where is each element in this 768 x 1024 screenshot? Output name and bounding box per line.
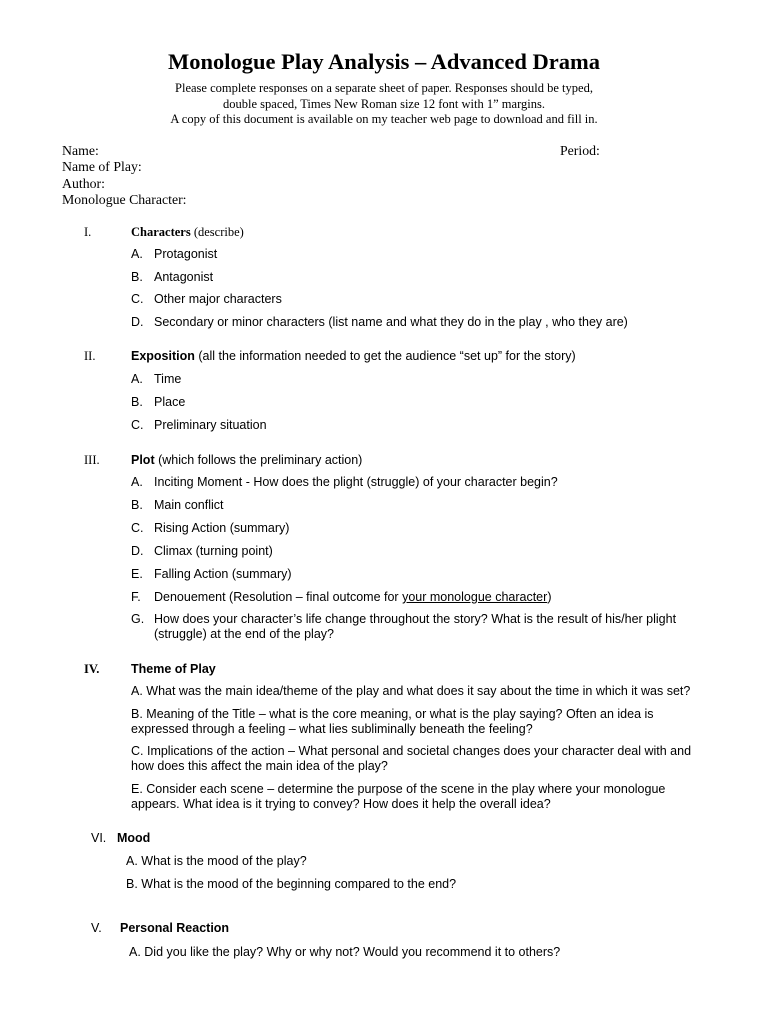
list-letter: A. bbox=[131, 372, 143, 386]
list-letter: A. bbox=[131, 475, 143, 489]
underlined-text: your monologue character bbox=[402, 590, 548, 604]
list-item bbox=[131, 372, 181, 387]
list-item bbox=[131, 544, 273, 559]
list-item bbox=[131, 567, 292, 582]
list-item bbox=[131, 498, 223, 513]
list-letter: C. bbox=[131, 292, 144, 306]
section-title: Personal Reaction bbox=[120, 921, 230, 935]
list-letter: C. bbox=[131, 418, 144, 432]
section-numeral: IV. bbox=[84, 662, 100, 676]
list-item bbox=[131, 475, 558, 490]
list-letter: C. bbox=[131, 521, 144, 535]
instruction-line: A copy of this document is available on my teacher web page to download and fill in. bbox=[170, 112, 598, 126]
section-numeral: I. bbox=[84, 225, 92, 239]
instruction-line: double spaced, Times New Roman size 12 font with 1” margins. bbox=[223, 96, 545, 111]
list-letter: B. bbox=[131, 270, 143, 284]
paragraph-line: expressed through a feeling – what lies subliminally beneath the feeling? bbox=[131, 722, 533, 736]
section-title: Exposition bbox=[131, 349, 195, 363]
list-item-text: Time bbox=[154, 372, 182, 386]
section-title: Theme of Play bbox=[131, 662, 216, 676]
mood-question: B. What is the mood of the beginning compared to the end? bbox=[126, 877, 457, 891]
list-item-text: Climax (turning point) bbox=[154, 544, 273, 558]
list-item bbox=[131, 270, 213, 285]
section-title: Plot bbox=[131, 453, 155, 467]
list-item bbox=[131, 395, 185, 410]
list-item-text-end: ) bbox=[547, 590, 552, 604]
section-title: Characters bbox=[131, 225, 191, 239]
text-line: (struggle) at the end of the play? bbox=[154, 627, 334, 641]
mood-question: A. What is the mood of the play? bbox=[126, 854, 307, 868]
list-item bbox=[131, 418, 267, 433]
section-heading bbox=[131, 225, 244, 240]
section-note: (describe) bbox=[193, 225, 244, 239]
paragraph-line: B. Meaning of the Title – what is the core meaning, or what is the play saying? Often an idea is bbox=[131, 707, 654, 721]
list-letter: B. bbox=[131, 395, 143, 409]
paragraph-line: how does this affect the main idea of the play? bbox=[131, 759, 388, 773]
author-label: Author: bbox=[62, 175, 105, 191]
list-item bbox=[131, 521, 289, 536]
list-item bbox=[131, 612, 676, 642]
paragraph-line: A. What was the main idea/theme of the play and what does it say about the time in which it was set? bbox=[131, 684, 691, 698]
list-item-text: Secondary or minor characters (list name and what they do in the play , who they are) bbox=[154, 315, 628, 329]
period-label: Period: bbox=[560, 143, 600, 158]
list-letter: E. bbox=[131, 567, 143, 581]
paragraph-line: C. Implications of the action – What personal and societal changes does your character deal with and bbox=[131, 744, 692, 758]
instructions bbox=[0, 81, 768, 128]
play-name-label: Name of Play: bbox=[62, 159, 142, 175]
theme-question bbox=[131, 744, 691, 774]
list-item bbox=[131, 590, 551, 605]
list-item-text: Main conflict bbox=[154, 498, 224, 512]
list-letter: D. bbox=[131, 544, 144, 558]
list-letter: A. bbox=[131, 247, 143, 261]
list-item bbox=[131, 247, 217, 262]
list-letter: B. bbox=[131, 498, 143, 512]
list-item-text: Protagonist bbox=[154, 247, 218, 261]
list-item-text: Preliminary situation bbox=[154, 418, 267, 432]
list-item-text: Antagonist bbox=[154, 270, 214, 284]
list-item-text: Place bbox=[154, 395, 186, 409]
list-letter: G. bbox=[131, 612, 145, 626]
instruction-line: Please complete responses on a separate sheet of paper. Responses should be typed, bbox=[175, 81, 593, 95]
section-numeral: III. bbox=[84, 453, 100, 467]
list-item-text bbox=[154, 612, 676, 642]
monologue-character-label: Monologue Character: bbox=[62, 191, 187, 207]
list-letter: F. bbox=[131, 590, 141, 604]
reaction-question: A. Did you like the play? Why or why not? Would you recommend it to others? bbox=[129, 945, 561, 959]
list-item-text: Inciting Moment - How does the plight (struggle) of your character begin? bbox=[154, 475, 558, 489]
document-title: Monologue Play Analysis – Advanced Drama bbox=[168, 49, 600, 74]
list-item-text: Other major characters bbox=[154, 292, 282, 306]
section-heading bbox=[131, 453, 362, 468]
list-item-text: Falling Action (summary) bbox=[154, 567, 292, 581]
list-item-text: Denouement (Resolution – final outcome for bbox=[154, 590, 399, 604]
paragraph-line: E. Consider each scene – determine the purpose of the scene in the play where your monologue bbox=[131, 782, 666, 796]
section-note: (which follows the preliminary action) bbox=[158, 453, 363, 467]
theme-question bbox=[131, 707, 654, 737]
name-label: Name: bbox=[62, 143, 99, 158]
list-letter: D. bbox=[131, 315, 144, 329]
list-item-text: Rising Action (summary) bbox=[154, 521, 290, 535]
section-numeral: V. bbox=[91, 921, 102, 935]
section-numeral: II. bbox=[84, 349, 96, 363]
section-numeral: VI. bbox=[91, 831, 107, 845]
text-line: How does your character’s life change throughout the story? What is the result of his/her plight bbox=[154, 612, 677, 626]
section-title: Mood bbox=[117, 831, 151, 845]
student-info-fields bbox=[62, 143, 187, 208]
theme-question bbox=[131, 782, 665, 812]
list-item bbox=[131, 315, 628, 330]
paragraph-line: appears. What idea is it trying to convey? How does it help the overall idea? bbox=[131, 797, 551, 811]
list-item bbox=[131, 292, 282, 307]
theme-question bbox=[131, 684, 690, 699]
section-note: (all the information needed to get the audience “set up” for the story) bbox=[198, 349, 576, 363]
section-heading bbox=[131, 349, 576, 364]
